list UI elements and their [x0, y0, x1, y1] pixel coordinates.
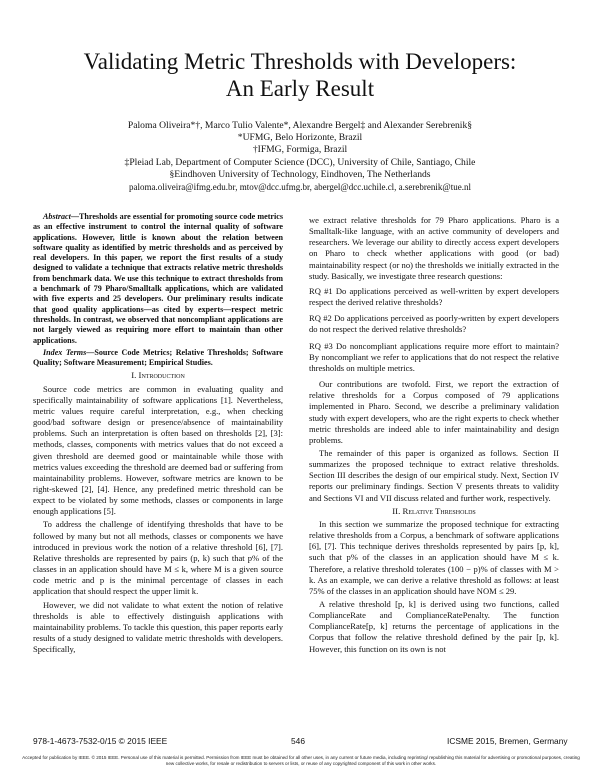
title-line-2: An Early Result	[225, 76, 375, 101]
index-terms	[33, 348, 283, 369]
author-names: Paloma Oliveira*†, Marco Tulio Valente*, Alexandre Bergel‡ and Alexander Serebrenik§	[127, 120, 473, 131]
abstract	[33, 212, 283, 346]
research-question-2: RQ #2 Do applications perceived as poorly-written by expert developers do not respect the derived relative thresholds?	[309, 313, 559, 335]
footer-isbn: 978-1-4673-7532-0/15 © 2015 IEEE	[33, 736, 168, 746]
contributions-paragraph: Our contributions are twofold. First, we report the extraction of relative thresholds for a Corpus composed of 79 applications implemented in Pharo. Second, we describe a preliminary validation study with expert developers, who are the right experts to check whether metric thresholds are indeed able to infer maintainability and design problems.	[309, 379, 559, 445]
intro-paragraph-1: Source code metrics are common in evaluating quality and specifically maintainability of software applications [1]. Nevertheless, metric values require careful interpretation, e.g., when checking good/bad software design or presence/absence of maintainability problems. Such an interpretation is often based on thresholds [2], [3]: methods, classes, components with metrics values that do not exceed a given threshold are deemed good or maintainable while those with metrics values exceeding the threshold are deemed bad or suffering from maintainability problems. However, software metrics are known to be right-skewed [2], [4]. Hence, any predefined metric threshold can be expect to be violated by some methods, classes or components in large enough applications [5].	[33, 383, 283, 517]
research-question-1: RQ #1 Do applications perceived as well-written by expert developers respect the derived relative thresholds?	[309, 285, 559, 308]
page-number: 546	[291, 736, 305, 746]
index-terms-text: —Source Code Metrics; Relative Thresholds; Software Quality; Software Measurement; Empirical Studies.	[33, 347, 283, 368]
relative-paragraph-1: In this section we summarize the proposed technique for extracting relative thresholds from a Corpus, a benchmark of software applications [6], [7]. This technique derives thresholds represented by pairs [p, k], such that p% of the classes in an application should have M ≤ k. Therefore, a relative threshold tolerates (100 − p)% of classes with M > k. As an example, we can derive a relative threshold as follows: at least 75% of the classes in an application should have NOM ≤ 29.	[309, 518, 559, 596]
abstract-text: —Thresholds are essential for promoting source code metrics as an effective instrument to control the internal quality of software applications. However, little is known about the relation between software quality as identified by metric thresholds and as perceived by real developers. In this paper, we report the first results of a study designed to validate a technique that extracts relative metric thresholds from benchmark data. We use this technique to extract thresholds from a benchmark of 79 Pharo/Smalltalk applications, which are validated with five experts and 25 developers. Our preliminary results indicate that good quality applications—as cited by experts—respect metric thresholds. In contrast, we observed that noncompliant applications are not largely viewed as requiring more effort to maintain than other applications.	[33, 212, 283, 345]
paper-title	[0, 48, 600, 102]
affiliation-2: †IFMG, Formiga, Brazil	[252, 144, 348, 156]
intro-paragraph-3: However, we did not validate to what extent the notion of relative thresholds is able to effectively distinguish applications with maintainability problems. To tackle this question, this paper reports early results of a study designed to validate metric thresholds with developers. Specifically,	[33, 599, 283, 655]
author-block	[0, 120, 600, 193]
affiliation-1: *UFMG, Belo Horizonte, Brazil	[237, 132, 363, 144]
footer-venue: ICSME 2015, Bremen, Germany	[447, 736, 568, 746]
copyright-notice: Accepted for publication by IEEE. © 2015 IEEE. Personal use of this material is permitted. Permission from IEEE must be obtained for all other uses, in any current or future media, including reprinting/ republishing this material for advertising or promotional purposes, creating new collective works, for resale or redistribution to servers or lists, or reuse of any copyrighted component of this work in other works.	[22, 755, 580, 766]
right-column	[309, 215, 559, 657]
section-heading-relative-thresholds: II. Relative Thresholds	[392, 505, 476, 516]
intro-paragraph-2: To address the challenge of identifying thresholds that have to be followed by many but not all methods, classes or components we have introduced in previous work the notion of a relative threshold [6], [7]. Relative thresholds are represented by pairs (p, k) such that p% of the classes in an application should have M ≤ k, where M is a given source code metric and p is the minimal percentage of classes in each application that should respect the upper limit k.	[33, 519, 283, 597]
right-paragraph-1: we extract relative thresholds for 79 Pharo applications. Pharo is a Smalltalk-like language, with an active community of developers and researchers. We leverage our ability to directly access expert developers on Pharo to check whether applications with good (or bad) maintainability respect (or no) the thresholds we initially extracted in the study. Basically, we investigate three research questions:	[309, 215, 559, 281]
research-question-3: RQ #3 Do noncompliant applications require more effort to maintain? By noncompliant we refer to applications that do not respect the relative thresholds on multiple metrics.	[309, 340, 559, 373]
relative-paragraph-2: A relative threshold [p, k] is derived using two functions, called ComplianceRate and ComplianceRatePenalty. The function ComplianceRate[p, k] returns the percentage of applications in the Corpus that follow the relative threshold defined by the pair [p, k]. However, this function on its own is not	[309, 599, 559, 654]
index-terms-label: Index Terms	[43, 347, 87, 357]
title-line-1: Validating Metric Thresholds with Developers:	[83, 49, 517, 74]
left-column	[33, 212, 283, 657]
affiliation-3: ‡Pleiad Lab, Department of Computer Science (DCC), University of Chile, Santiago, Chile	[124, 156, 476, 168]
affiliation-4: §Eindhoven University of Technology, Eindhoven, The Netherlands	[169, 168, 431, 180]
author-emails: paloma.oliveira@ifmg.edu.br, mtov@dcc.ufmg.br, abergel@dcc.uchile.cl, a.serebrenik@tue.nl	[129, 182, 471, 193]
abstract-label: Abstract	[43, 212, 71, 221]
section-heading-introduction: I. Introduction	[131, 370, 185, 381]
organization-paragraph: The remainder of this paper is organized as follows. Section II summarizes the proposed technique to extract relative thresholds. Section III describes the design of our empirical study. Next, Section IV reports our preliminary findings. Section V presents threats to validity and Sections VI and VII discuss related and further work, respectively.	[309, 447, 559, 503]
